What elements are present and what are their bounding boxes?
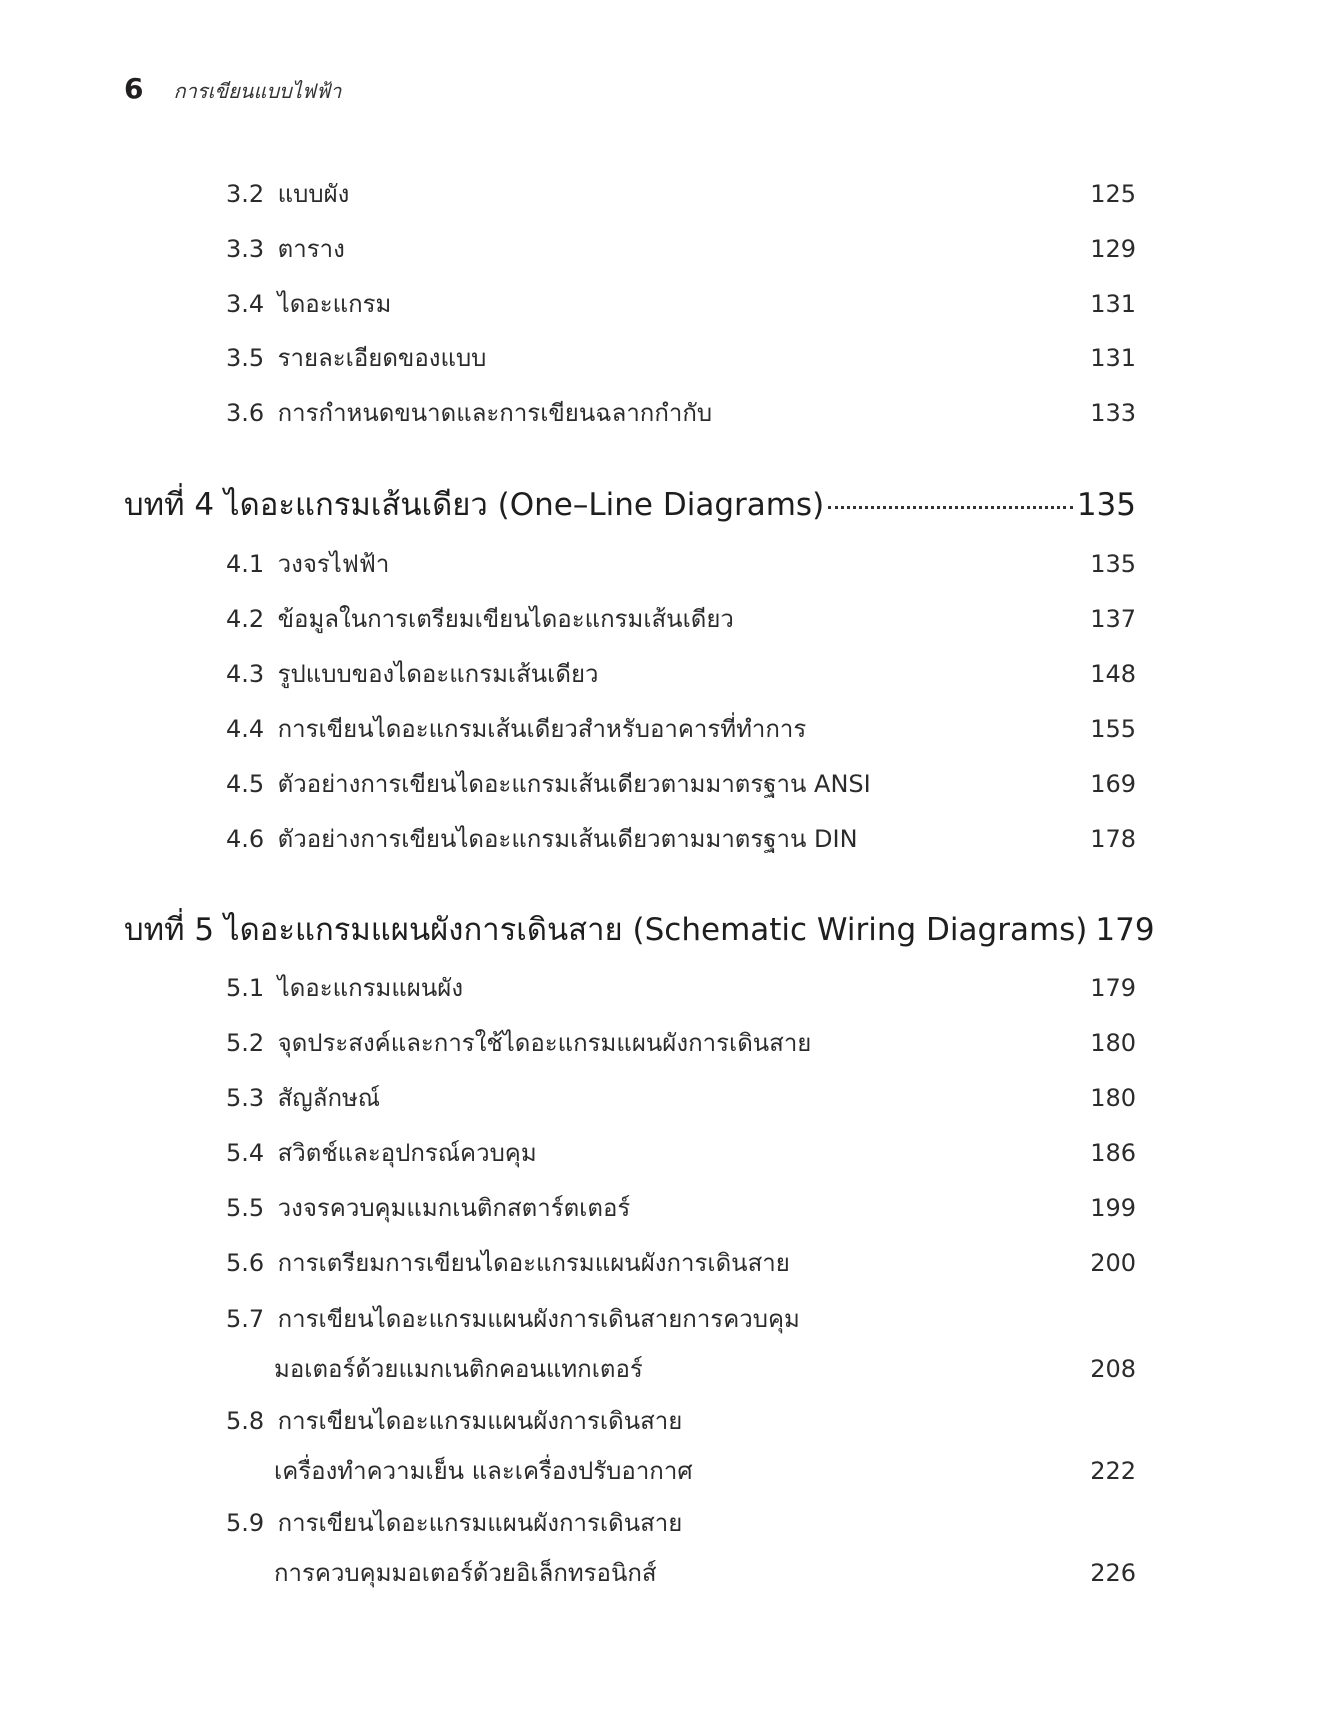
- entry-page: 180: [1090, 1084, 1136, 1112]
- entry-number: 4.2: [226, 605, 265, 633]
- toc-entry-5-8[interactable]: [226, 1405, 1136, 1487]
- entry-number: 5.6: [226, 1249, 265, 1277]
- entry-number: 3.2: [226, 180, 265, 208]
- toc-entry-4-5[interactable]: [226, 768, 1136, 800]
- entry-number: 5.8: [226, 1407, 265, 1435]
- page-number: 6: [124, 72, 144, 105]
- entry-title: ไดอะแกรม: [277, 290, 392, 318]
- entry-number: 3.3: [226, 235, 265, 263]
- entry-number: 5.5: [226, 1194, 265, 1222]
- toc-entry-5-1[interactable]: [226, 972, 1136, 1004]
- toc-entry-5-4[interactable]: [226, 1137, 1136, 1169]
- toc-entry-3-4[interactable]: [226, 288, 1136, 320]
- entry-page: 169: [1090, 770, 1136, 798]
- entry-number: 4.6: [226, 825, 265, 853]
- entry-number: 5.2: [226, 1029, 265, 1057]
- entry-page: 186: [1090, 1139, 1136, 1167]
- entry-number: 4.1: [226, 550, 265, 578]
- entry-number: 3.4: [226, 290, 265, 318]
- entry-title: จุดประสงค์และการใช้ไดอะแกรมแผนผังการเดินสาย: [277, 1029, 812, 1057]
- entry-number: 5.7: [226, 1305, 265, 1333]
- entry-page: 208: [1090, 1355, 1136, 1383]
- entry-title: วงจรควบคุมแมกเนติกสตาร์ตเตอร์: [277, 1194, 631, 1222]
- entry-page: 178: [1090, 825, 1136, 853]
- entry-title-line2: การควบคุมมอเตอร์ด้วยอิเล็กทรอนิกส์: [274, 1559, 657, 1587]
- entry-page: 155: [1090, 715, 1136, 743]
- entry-number: 5.9: [226, 1509, 265, 1537]
- entry-title-line2: มอเตอร์ด้วยแมกเนติกคอนแทกเตอร์: [274, 1355, 643, 1383]
- entry-title: สัญลักษณ์: [277, 1084, 381, 1112]
- chapter-page: 135: [1076, 487, 1136, 523]
- toc-entry-4-4[interactable]: [226, 713, 1136, 745]
- entry-title: การเตรียมการเขียนไดอะแกรมแผนผังการเดินสาย: [277, 1249, 790, 1277]
- entry-number: 3.6: [226, 399, 265, 427]
- entry-number: 3.5: [226, 344, 265, 372]
- toc-chapter-4[interactable]: [124, 485, 1136, 525]
- entry-title: ตาราง: [277, 235, 345, 263]
- entry-title-line1: การเขียนไดอะแกรมแผนผังการเดินสายการควบคุม: [277, 1305, 800, 1333]
- toc-entry-5-6[interactable]: [226, 1247, 1136, 1279]
- entry-page: 131: [1090, 344, 1136, 372]
- entry-page: 200: [1090, 1249, 1136, 1277]
- toc-entry-4-3[interactable]: [226, 658, 1136, 690]
- entry-number: 4.3: [226, 660, 265, 688]
- entry-title: ไดอะแกรมแผนผัง: [277, 974, 464, 1002]
- entry-number: 4.5: [226, 770, 265, 798]
- entry-number: 4.4: [226, 715, 265, 743]
- entry-title: รูปแบบของไดอะแกรมเส้นเดียว: [277, 660, 599, 688]
- toc-entry-3-2[interactable]: [226, 178, 1136, 210]
- toc-chapter-5[interactable]: [124, 910, 1155, 950]
- toc-entry-5-9[interactable]: [226, 1507, 1136, 1589]
- entry-page: 125: [1090, 180, 1136, 208]
- chapter-page: 179: [1095, 912, 1155, 948]
- entry-page: 179: [1090, 974, 1136, 1002]
- entry-title: ตัวอย่างการเขียนไดอะแกรมเส้นเดียวตามมาตรฐาน ANSI: [277, 770, 871, 798]
- toc-entry-5-5[interactable]: [226, 1192, 1136, 1224]
- toc-entry-5-7[interactable]: [226, 1303, 1136, 1385]
- entry-page: 180: [1090, 1029, 1136, 1057]
- entry-page: 222: [1090, 1457, 1136, 1485]
- entry-page: 226: [1090, 1559, 1136, 1587]
- toc-entry-3-3[interactable]: [226, 233, 1136, 265]
- toc-entry-3-5[interactable]: [226, 342, 1136, 374]
- toc-entry-4-1[interactable]: [226, 548, 1136, 580]
- entry-title: แบบผัง: [277, 180, 350, 208]
- entry-title: การเขียนไดอะแกรมเส้นเดียวสำหรับอาคารที่ทำการ: [277, 715, 807, 743]
- entry-page: 148: [1090, 660, 1136, 688]
- book-title: การเขียนแบบไฟฟ้า: [173, 79, 342, 103]
- toc-entry-5-3[interactable]: [226, 1082, 1136, 1114]
- entry-page: 137: [1090, 605, 1136, 633]
- entry-page: 133: [1090, 399, 1136, 427]
- toc-entry-4-6[interactable]: [226, 823, 1136, 855]
- toc-entry-4-2[interactable]: [226, 603, 1136, 635]
- entry-title-line2: เครื่องทำความเย็น และเครื่องปรับอากาศ: [274, 1457, 693, 1485]
- chapter-title: บทที่ 4 ไดอะแกรมเส้นเดียว (One–Line Diagrams): [124, 487, 825, 523]
- toc-entry-5-2[interactable]: [226, 1027, 1136, 1059]
- entry-page: 129: [1090, 235, 1136, 263]
- entry-number: 5.1: [226, 974, 265, 1002]
- entry-title-line1: การเขียนไดอะแกรมแผนผังการเดินสาย: [277, 1509, 683, 1537]
- entry-title: ตัวอย่างการเขียนไดอะแกรมเส้นเดียวตามมาตรฐาน DIN: [277, 825, 858, 853]
- entry-number: 5.3: [226, 1084, 265, 1112]
- entry-page: 135: [1090, 550, 1136, 578]
- entry-title: ข้อมูลในการเตรียมเขียนไดอะแกรมเส้นเดียว: [277, 605, 734, 633]
- entry-title: การกำหนดขนาดและการเขียนฉลากกำกับ: [277, 399, 713, 427]
- entry-title: วงจรไฟฟ้า: [277, 550, 390, 578]
- toc-entry-3-6[interactable]: [226, 397, 1136, 429]
- dot-leader: [828, 506, 1073, 509]
- entry-page: 199: [1090, 1194, 1136, 1222]
- entry-title: รายละเอียดของแบบ: [277, 344, 487, 372]
- entry-title-line1: การเขียนไดอะแกรมแผนผังการเดินสาย: [277, 1407, 683, 1435]
- chapter-title: บทที่ 5 ไดอะแกรมแผนผังการเดินสาย (Schematic Wiring Diagrams): [124, 912, 1088, 948]
- entry-page: 131: [1090, 290, 1136, 318]
- entry-title: สวิตช์และอุปกรณ์ควบคุม: [277, 1139, 537, 1167]
- entry-number: 5.4: [226, 1139, 265, 1167]
